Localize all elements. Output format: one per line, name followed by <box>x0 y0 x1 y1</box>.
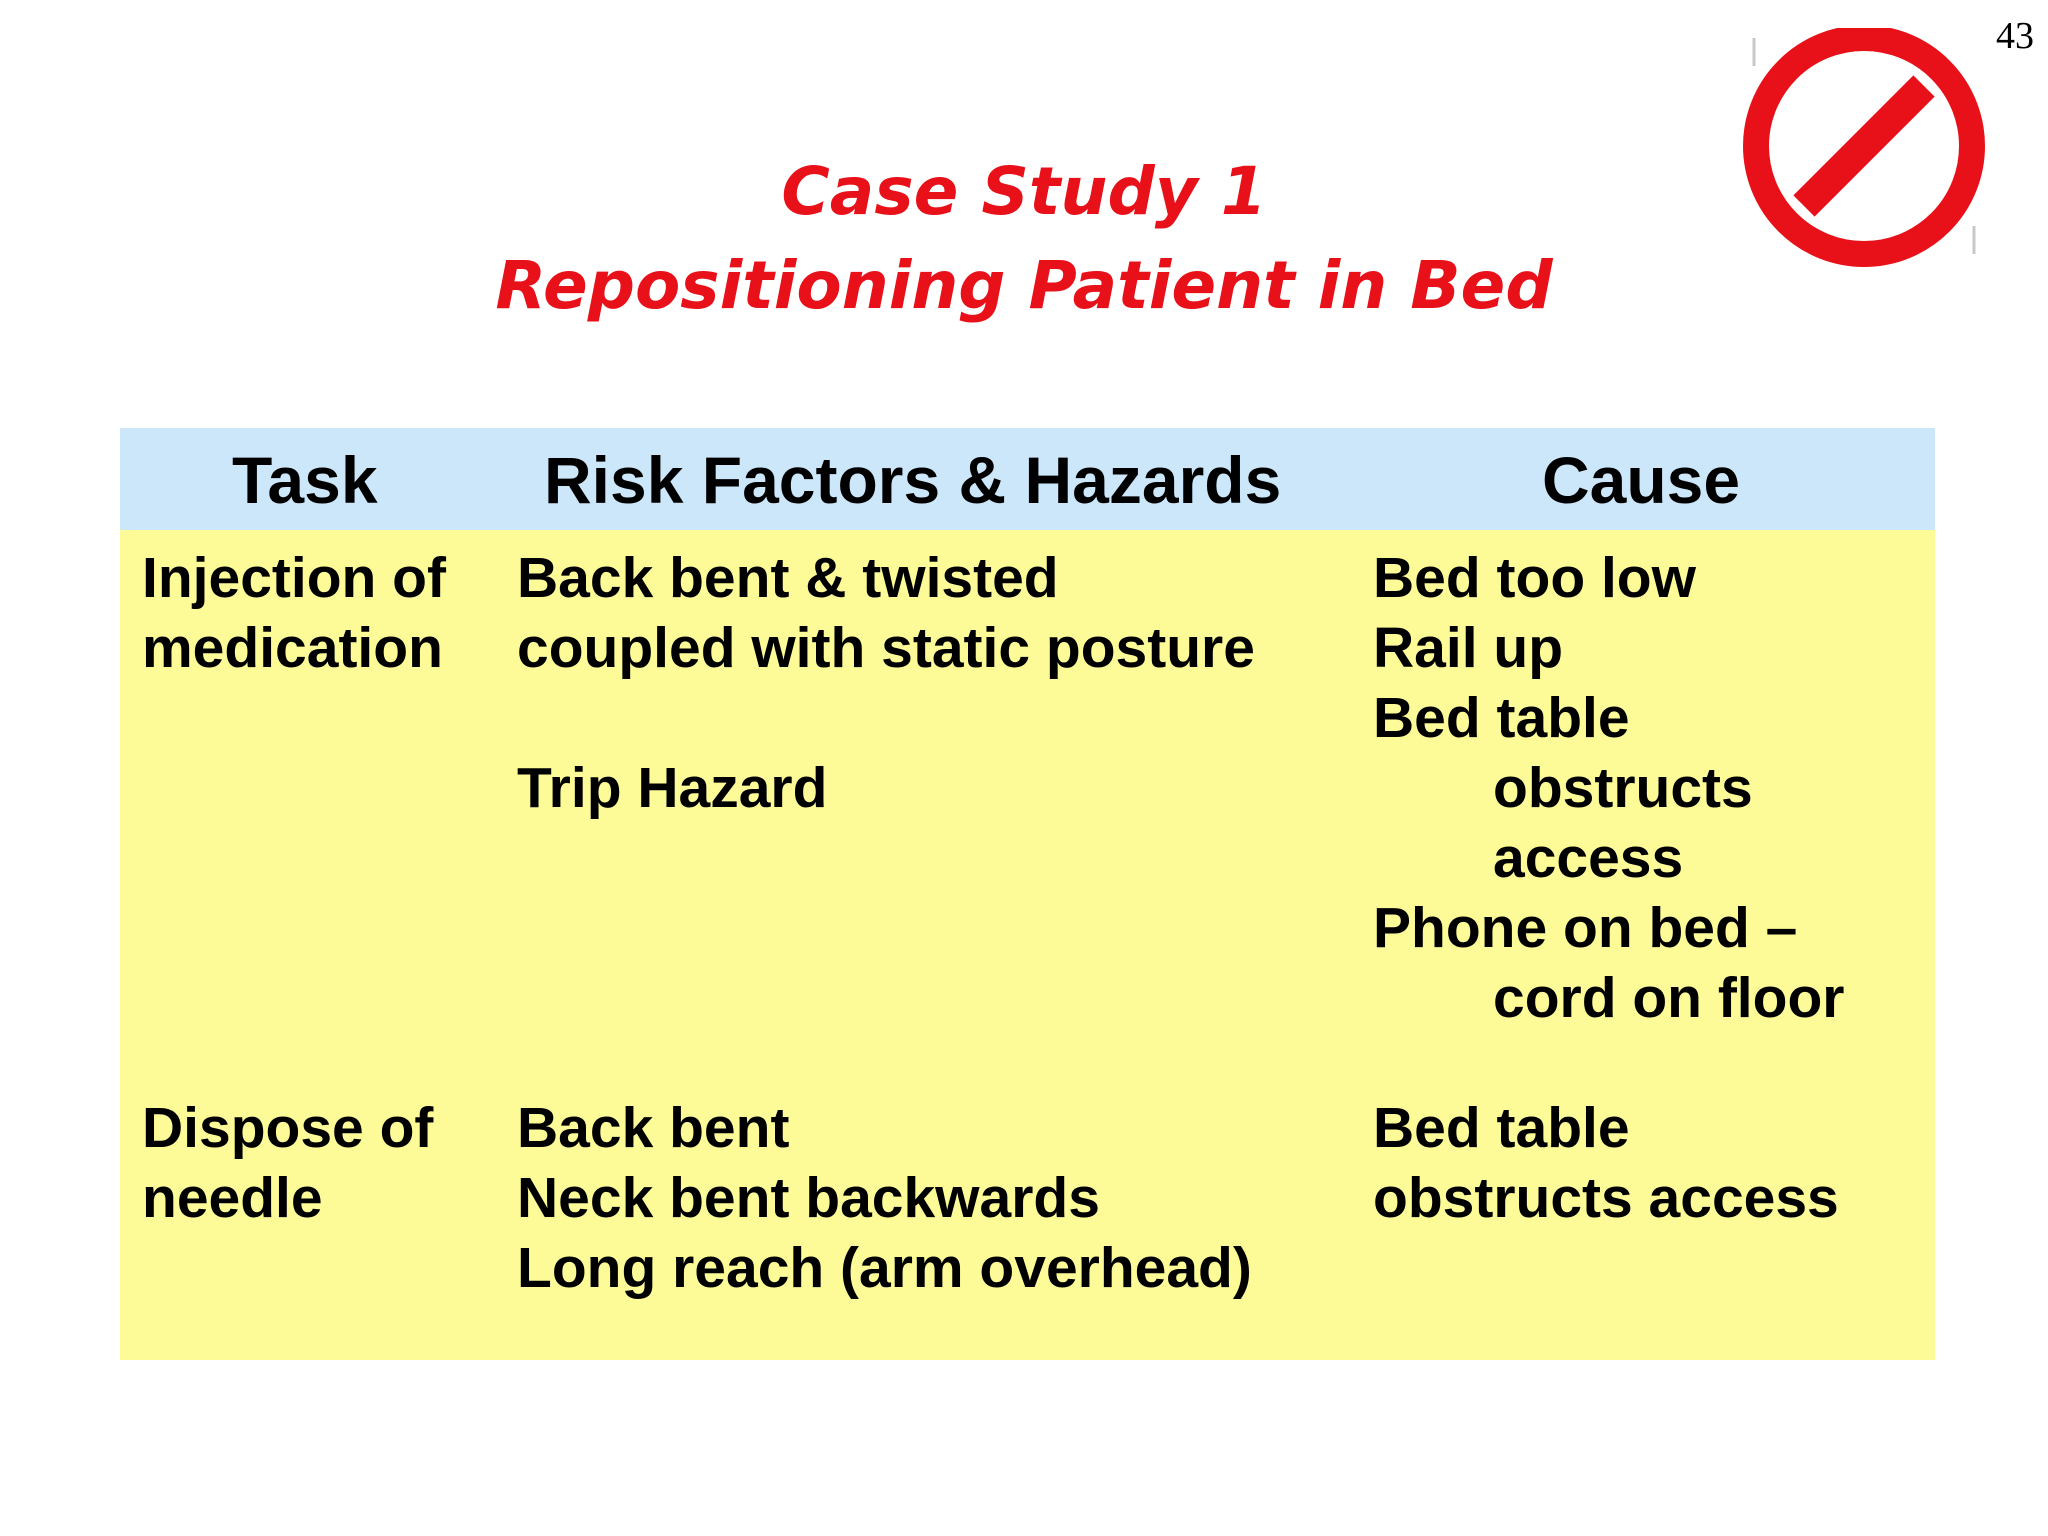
header-cause: Cause <box>1542 443 1741 517</box>
row1-risk-spacer <box>517 683 1255 753</box>
table-header-row <box>120 428 1935 530</box>
row1-risk-line: Trip Hazard <box>517 756 828 820</box>
row1-risk-line: coupled with static posture <box>517 616 1255 680</box>
row2-risk-cell <box>517 1093 1252 1303</box>
row2-task-line: needle <box>142 1166 323 1230</box>
title-line-2: Repositioning Patient in Bed <box>495 247 1553 324</box>
header-risk-factors: Risk Factors & Hazards <box>544 443 1282 517</box>
row1-cause-line: Phone on bed – <box>1373 896 1798 960</box>
title-line-1: Case Study 1 <box>781 153 1267 230</box>
row1-task-line: medication <box>142 616 443 680</box>
row2-risk-line: Back bent <box>517 1096 790 1160</box>
header-task: Task <box>232 443 378 517</box>
row1-task-line: Injection of <box>142 546 446 610</box>
row1-cause-line: obstructs <box>1493 756 1753 820</box>
case-study-table <box>120 428 1935 1360</box>
slide-title <box>0 145 2048 333</box>
row2-risk-line: Neck bent backwards <box>517 1166 1100 1230</box>
row1-task-cell <box>142 543 446 683</box>
row2-cause-line: obstructs access <box>1373 1166 1839 1230</box>
row1-risk-cell <box>517 543 1255 823</box>
row1-cause-line: access <box>1493 826 1684 890</box>
row2-cause-line: Bed table <box>1373 1096 1630 1160</box>
row1-cause-line: cord on floor <box>1493 966 1845 1030</box>
row1-cause-line: Rail up <box>1373 616 1564 680</box>
row1-risk-line: Back bent & twisted <box>517 546 1059 610</box>
page-number: 43 <box>1996 15 2034 57</box>
row2-task-cell <box>142 1093 433 1233</box>
row2-cause-cell <box>1373 1093 1839 1233</box>
row2-risk-line: Long reach (arm overhead) <box>517 1236 1252 1300</box>
row1-cause-line: Bed table <box>1373 686 1630 750</box>
row1-cause-line: Bed too low <box>1373 546 1696 610</box>
row2-task-line: Dispose of <box>142 1096 434 1160</box>
row1-cause-cell <box>1373 543 1844 1033</box>
